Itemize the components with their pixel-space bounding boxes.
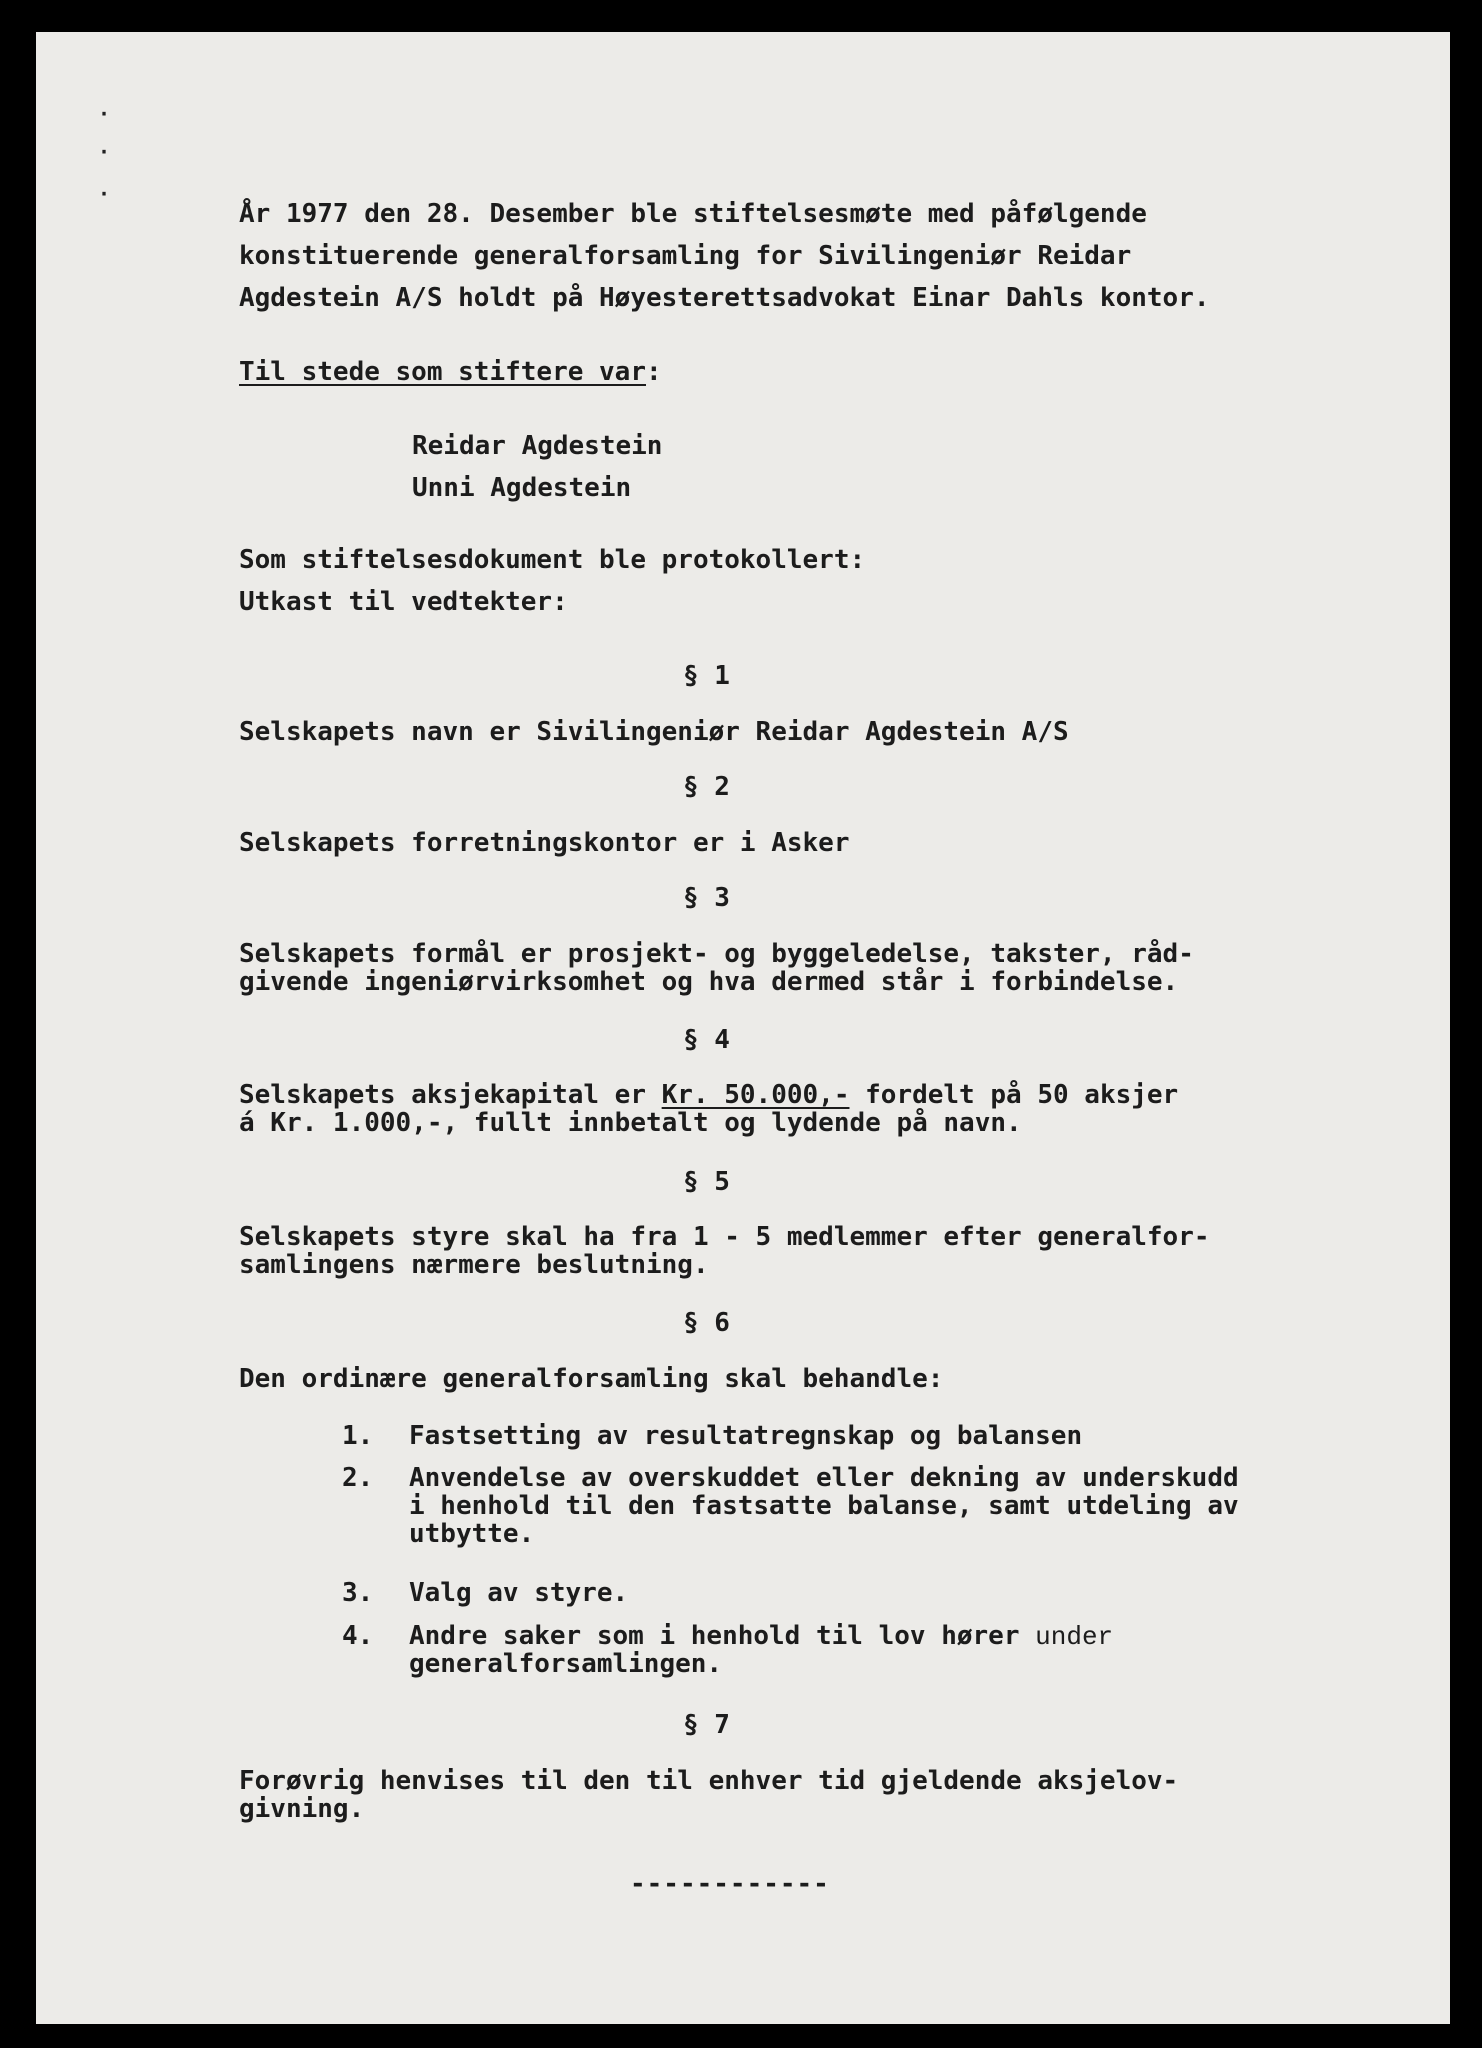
agenda-text: Anvendelse av overskuddet eller dekning av underskudd [409, 1463, 1239, 1493]
section-label: § 2 [683, 772, 730, 802]
agenda-text: i henhold til den fastsatte balanse, samt utdeling av [409, 1491, 1239, 1521]
section-text: Den ordinære generalforsamling skal behandle: [239, 1364, 944, 1394]
intro-line: År 1977 den 28. Desember ble stiftelsesmøte med påfølgende [239, 199, 1147, 229]
section-text: Selskapets aksjekapital er Kr. 50.000,- fordelt på 50 aksjer [239, 1080, 1179, 1110]
section-label: § 5 [683, 1167, 730, 1197]
section-text: givende ingeniørvirksomhet og hva dermed står i forbindelse. [239, 967, 1179, 997]
punch-mark: · [98, 182, 111, 206]
punch-mark: · [98, 102, 111, 126]
agenda-text: Fastsetting av resultatregnskap og balansen [409, 1421, 1083, 1451]
agenda-number: 4. [342, 1621, 374, 1651]
capital-amount: Kr. 50.000,- [661, 1080, 850, 1110]
agenda-number: 2. [342, 1463, 374, 1493]
document-page [36, 32, 1450, 2024]
intro-line: Agdestein A/S holdt på Høyesterettsadvokat Einar Dahls kontor. [239, 283, 1210, 313]
section-text: givning. [239, 1794, 365, 1824]
agenda-text: utbytte. [409, 1519, 535, 1549]
agenda-text: Andre saker som i henhold til lov hører under [409, 1621, 1114, 1652]
section-text: Selskapets navn er Sivilingeniør Reidar Agdestein A/S [239, 717, 1069, 747]
protocol-line: Utkast til vedtekter: [239, 587, 568, 617]
protocol-line: Som stiftelsesdokument ble protokollert: [239, 545, 866, 575]
closing-rule: ------------ [630, 1869, 830, 1899]
section-text: Selskapets styre skal ha fra 1 - 5 medlemmer efter generalfor- [239, 1222, 1210, 1252]
section-text: Selskapets forretningskontor er i Asker [239, 828, 850, 858]
section-text: samlingens nærmere beslutning. [239, 1250, 709, 1280]
agenda-text: generalforsamlingen. [409, 1649, 723, 1679]
section-label: § 3 [683, 883, 730, 913]
founder-name: Unni Agdestein [412, 473, 632, 503]
section-label: § 4 [683, 1025, 730, 1055]
punch-mark: · [98, 140, 111, 164]
founders-heading: Til stede som stiftere var: [239, 357, 662, 387]
founder-name: Reidar Agdestein [412, 431, 663, 461]
section-label: § 6 [683, 1308, 730, 1338]
agenda-text: Valg av styre. [409, 1578, 629, 1608]
section-text: á Kr. 1.000,-, fullt innbetalt og lydende på navn. [239, 1108, 1022, 1138]
intro-line: konstituerende generalforsamling for Sivilingeniør Reidar [239, 241, 1132, 271]
agenda-number: 1. [342, 1421, 374, 1451]
section-label: § 1 [683, 661, 730, 691]
agenda-number: 3. [342, 1578, 374, 1608]
section-label: § 7 [683, 1710, 730, 1740]
section-text: Selskapets formål er prosjekt- og byggeledelse, takster, råd- [239, 939, 1194, 969]
section-text: Forøvrig henvises til den til enhver tid gjeldende aksjelov- [239, 1766, 1179, 1796]
